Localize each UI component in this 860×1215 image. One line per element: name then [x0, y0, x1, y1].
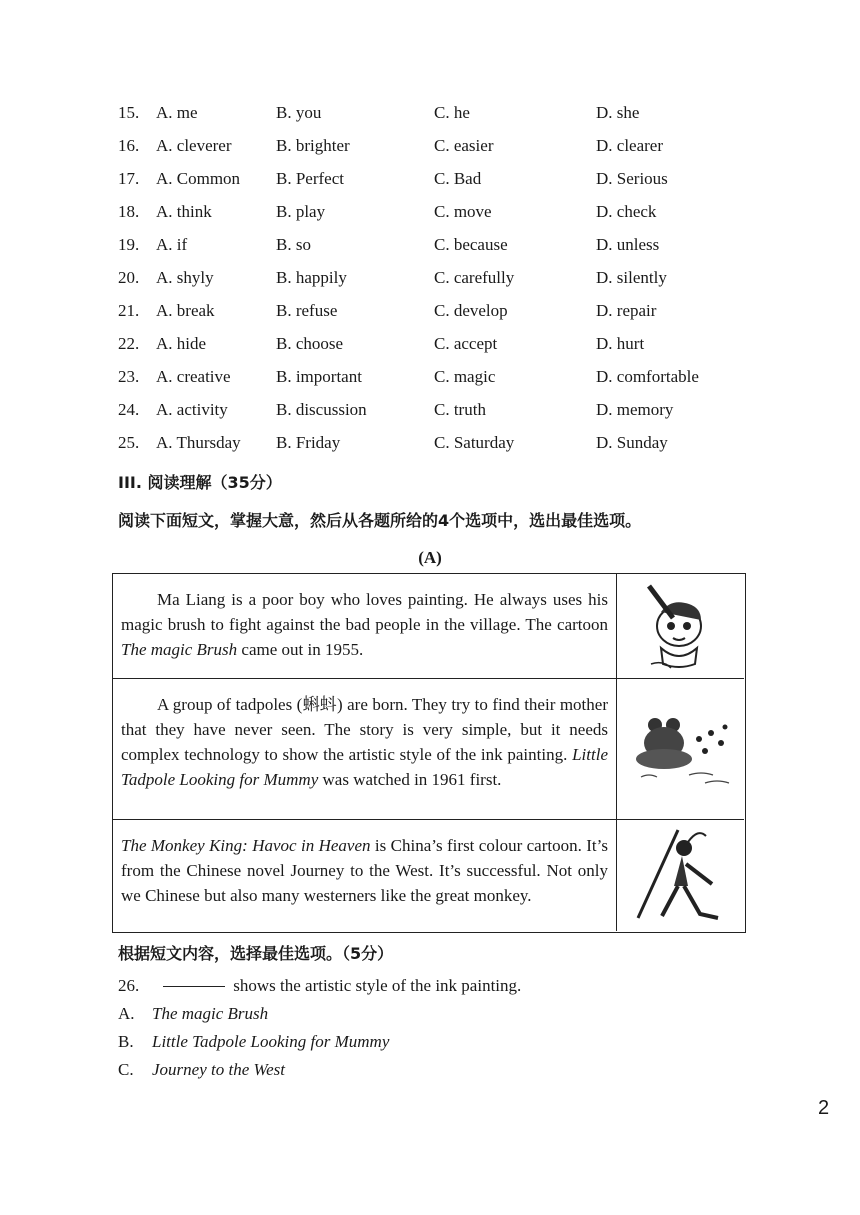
option-a: A. think	[156, 202, 212, 221]
passage-row-1	[113, 574, 744, 679]
option-b: B. discussion	[276, 400, 367, 419]
option-d: D. memory	[596, 400, 674, 419]
question-number: 25.	[118, 433, 140, 452]
monkey-king-icon	[617, 820, 744, 931]
question-number: 20.	[118, 268, 140, 287]
option-c: C. carefully	[434, 268, 515, 287]
question-number: 17.	[118, 169, 140, 188]
passage-label: (A)	[418, 548, 442, 567]
option-b: B. you	[276, 103, 322, 122]
question-number: 18.	[118, 202, 140, 221]
question-number: 26.	[118, 976, 140, 995]
option-d: D. silently	[596, 268, 667, 287]
frog-tadpoles-icon	[617, 679, 744, 819]
choice-c: C. Journey to the West	[118, 1060, 285, 1079]
option-b: B. brighter	[276, 136, 350, 155]
passage-row-3	[113, 820, 744, 931]
option-b: B. refuse	[276, 301, 338, 320]
question-stem: shows the artistic style of the ink painting.	[233, 976, 522, 995]
option-a: A. creative	[156, 367, 231, 386]
option-row	[0, 334, 860, 362]
choice-b: B. Little Tadpole Looking for Mummy	[118, 1032, 390, 1051]
ma-liang-cartoon-icon	[617, 574, 744, 678]
option-b: B. important	[276, 367, 362, 386]
question-number: 19.	[118, 235, 140, 254]
passage-text-3: The Monkey King: Havoc in Heaven is China’s first colour cartoon. It’s from the Chinese novel Journey to the West. It’s successful. Not only we Chinese but also many westerners like the great monkey.	[113, 820, 617, 931]
option-c: C. magic	[434, 367, 496, 386]
option-a: A. cleverer	[156, 136, 232, 155]
section-title: III. 阅读理解（35分）	[118, 473, 282, 492]
option-c: C. develop	[434, 301, 508, 320]
option-a: A. Common	[156, 169, 241, 188]
option-a: A. me	[156, 103, 198, 122]
question-number: 23.	[118, 367, 140, 386]
option-d: D. unless	[596, 235, 660, 254]
option-row	[0, 136, 860, 164]
option-c: C. Saturday	[434, 433, 515, 452]
option-c: C. because	[434, 235, 508, 254]
option-row	[0, 235, 860, 263]
answer-blank	[163, 986, 225, 987]
choice-a: A. The magic Brush	[118, 1004, 269, 1023]
passage-text-1: Ma Liang is a poor boy who loves painting. He always uses his magic brush to fight against the bad people in the village. The cartoon The magic Brush came out in 1955.	[113, 574, 617, 678]
option-row	[0, 169, 860, 197]
option-c: C. he	[434, 103, 470, 122]
passage-row-2	[113, 679, 744, 820]
option-c: C. Bad	[434, 169, 482, 188]
option-row	[0, 301, 860, 329]
option-row	[0, 367, 860, 395]
page-number: 2	[818, 1097, 830, 1119]
option-b: B. so	[276, 235, 311, 254]
question-number: 21.	[118, 301, 140, 320]
passage-table	[112, 573, 746, 933]
option-b: B. happily	[276, 268, 347, 287]
option-d: D. check	[596, 202, 657, 221]
passage-text-2: A group of tadpoles (蝌蚪) are born. They try to find their mother that they have never seen. The story is very simple, but it needs complex technology to show the artistic style of the ink painting. Little Tadpole Looking for Mummy was watched in 1961 first.	[113, 679, 617, 819]
option-a: A. hide	[156, 334, 207, 353]
option-b: B. Perfect	[276, 169, 344, 188]
question-number: 22.	[118, 334, 140, 353]
option-b: B. Friday	[276, 433, 341, 452]
option-d: D. she	[596, 103, 640, 122]
option-a: A. if	[156, 235, 188, 254]
option-row	[0, 400, 860, 428]
option-a: A. shyly	[156, 268, 214, 287]
option-a: A. Thursday	[156, 433, 241, 452]
option-d: D. Serious	[596, 169, 668, 188]
option-c: C. accept	[434, 334, 498, 353]
option-a: A. activity	[156, 400, 228, 419]
option-d: D. repair	[596, 301, 657, 320]
question-number: 24.	[118, 400, 140, 419]
option-row	[0, 433, 860, 461]
option-b: B. choose	[276, 334, 344, 353]
option-a: A. break	[156, 301, 215, 320]
section-instruction: 阅读下面短文，掌握大意，然后从各题所给的4个选项中，选出最佳选项。	[118, 511, 642, 530]
question-number: 15.	[118, 103, 140, 122]
option-c: C. move	[434, 202, 492, 221]
option-d: D. clearer	[596, 136, 664, 155]
option-c: C. truth	[434, 400, 486, 419]
option-b: B. play	[276, 202, 326, 221]
option-row	[0, 202, 860, 230]
option-row	[0, 103, 860, 131]
option-d: D. Sunday	[596, 433, 668, 452]
option-row	[0, 268, 860, 296]
option-c: C. easier	[434, 136, 494, 155]
option-d: D. comfortable	[596, 367, 699, 386]
question-heading: 根据短文内容，选择最佳选项。（5分）	[118, 944, 394, 963]
question-number: 16.	[118, 136, 140, 155]
question-26	[118, 976, 521, 996]
option-d: D. hurt	[596, 334, 645, 353]
